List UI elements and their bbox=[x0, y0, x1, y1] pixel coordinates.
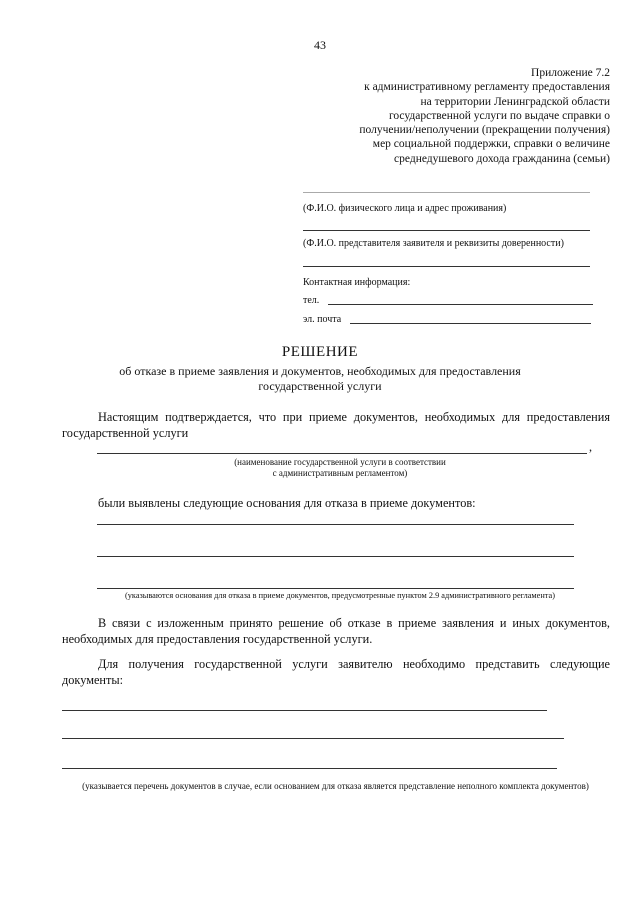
contact-label: Контактная информация: bbox=[303, 277, 411, 288]
paragraph-documents: Для получения государственной услуги заявителю необходимо представить следующие документы: bbox=[62, 657, 610, 687]
annex-line: к административному регламенту предоставления bbox=[364, 81, 610, 94]
fio-line bbox=[303, 192, 590, 193]
representative-label: (Ф.И.О. представителя заявителя и реквизиты доверенности) bbox=[303, 238, 564, 249]
grounds-line-3 bbox=[97, 588, 574, 589]
service-comma: , bbox=[589, 440, 593, 454]
annex-line: мер социальной поддержки, справки о величине bbox=[372, 138, 610, 151]
service-caption bbox=[180, 457, 500, 479]
tel-line bbox=[328, 304, 593, 305]
email-line bbox=[350, 323, 591, 324]
annex-line: получении/неполучении (прекращении получения) bbox=[359, 124, 610, 137]
decision-subtitle: об отказе в приеме заявления и документов, необходимых для предоставления государственной услуги bbox=[119, 364, 521, 393]
service-name-line bbox=[97, 453, 587, 454]
tel-label: тел. bbox=[303, 295, 320, 306]
documents-line-2 bbox=[62, 738, 564, 739]
grounds-line-1 bbox=[97, 524, 574, 525]
fio-label: (Ф.И.О. физического лица и адрес проживания) bbox=[303, 203, 507, 214]
annex-line: на территории Ленинградской области bbox=[420, 95, 610, 108]
email-label: эл. почта bbox=[303, 314, 342, 325]
paragraph-grounds: были выявлены следующие основания для отказа в приеме документов: bbox=[98, 496, 476, 510]
grounds-line-2 bbox=[97, 556, 574, 557]
service-caption-line: с административным регламентом) bbox=[272, 468, 408, 478]
annex-header bbox=[310, 66, 610, 166]
page-number: 43 bbox=[314, 38, 326, 52]
documents-line-3 bbox=[62, 768, 557, 769]
paragraph-confirmation: Настоящим подтверждается, что при приеме документов, необходимых для предоставления государственной услуги bbox=[62, 410, 610, 440]
grounds-caption: (указываются основания для отказа в приеме документов, предусмотренные пунктом 2.9 административного регламента) bbox=[125, 591, 555, 600]
decision-title: РЕШЕНИЕ bbox=[281, 344, 359, 360]
annex-line: Приложение 7.2 bbox=[531, 67, 610, 79]
documents-line-1 bbox=[62, 710, 547, 711]
paragraph-decision: В связи с изложенным принято решение об отказе в приеме заявления и иных документов, необходимых для предоставления государственной услуги. bbox=[62, 616, 610, 646]
representative-line bbox=[303, 230, 590, 231]
extra-line bbox=[303, 266, 590, 267]
service-caption-line: (наименование государственной услуги в соответствии bbox=[234, 457, 446, 467]
documents-caption: (указывается перечень документов в случае, если основанием для отказа является представление неполного комплекта документов) bbox=[82, 781, 589, 791]
annex-line: государственной услуги по выдаче справки о bbox=[388, 109, 610, 122]
annex-line: среднедушевого дохода гражданина (семьи) bbox=[394, 152, 610, 165]
